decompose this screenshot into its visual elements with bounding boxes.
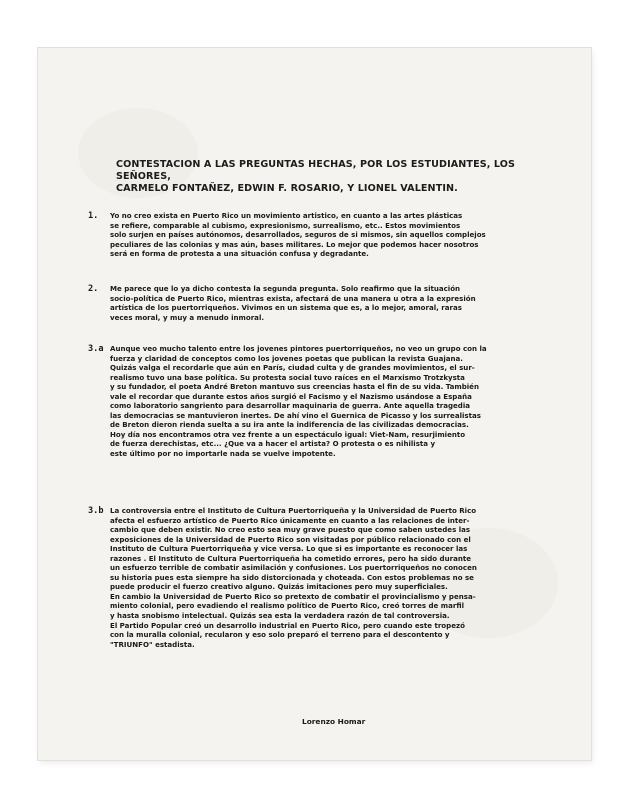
text-line: un esfuerzo terrible de combatir asimilación y confusiones. Los puertorriqueños no conocen bbox=[110, 563, 477, 573]
text-line: Me parece que lo ya dicho contesta la segunda pregunta. Solo reafirmo que la situación bbox=[110, 284, 461, 293]
text-line: como laboratorio sangriento para desarrollar maquinaria de guerra. Ante aquella tragedia bbox=[110, 401, 471, 411]
text-line: exposiciones de la Universidad de Puerto Rico son visitadas por público relacionado con el bbox=[110, 534, 471, 544]
section-body bbox=[110, 211, 556, 259]
document-title bbox=[116, 159, 541, 196]
section-number: 2. bbox=[88, 284, 99, 294]
text-line: Instituto de Cultura Puertorriqueña y vice versa. Lo que si es importante es reconocer las bbox=[110, 544, 468, 554]
text-line: La controversia entre el Instituto de Cultura Puertorriqueña y la Universidad de Puerto Rico bbox=[110, 506, 477, 515]
text-line: peculiares de las colonias y mas aún, bases militares. Lo mejor que podemos hacer nosotros bbox=[110, 239, 479, 249]
section-body bbox=[110, 284, 556, 322]
text-line: En cambio la Universidad de Puerto Rico so pretexto de combatir el provincialismo y pensa- bbox=[110, 591, 476, 601]
text-line: afecta el esfuerzo artístico de Puerto Rico únicamente en cuanto a las relaciones de inter- bbox=[110, 515, 470, 525]
text-line: Quizás valga el recordarle que aún en París, ciudad culta y de grandes movimientos, el sur- bbox=[110, 363, 475, 373]
text-line: realismo tuvo una base política. Su protesta social tuvo raíces en el Marxismo Trotzkysta bbox=[110, 372, 465, 382]
text-line: puede producir el fuerzo creativo alguno. Quizás imitaciones pero muy superficiales. bbox=[110, 582, 448, 592]
section-body bbox=[110, 344, 556, 459]
text-line: su historia pues esta siempre ha sido distorcionada y choteada. Con estos problemas no se bbox=[110, 572, 474, 582]
text-line: y hasta snobismo intelectual. Quizás sea esta la verdadera razón de tal controversia. bbox=[110, 611, 450, 621]
section-number: 3.a bbox=[88, 344, 104, 354]
text-line: Hoy día nos encontramos otra vez frente a un espectáculo igual: Viet-Nam, resurjimiento bbox=[110, 429, 466, 439]
text-line: Aunque veo mucho talento entre los jovenes pintores puertorriqueños, no veo un grupo con la bbox=[110, 344, 487, 353]
section-number: 1. bbox=[88, 211, 99, 221]
text-line: veces moral, y muy a menudo inmoral. bbox=[110, 312, 265, 322]
text-line: y su fundador, el poeta André Breton mantuvo sus creencias hasta el fin de su vida. También bbox=[110, 382, 479, 392]
text-line: El Partido Popular creó un desarrollo industrial en Puerto Rico, pero cuando este tropezó bbox=[110, 620, 465, 630]
text-line: socio-política de Puerto Rico, mientras exista, afectará de una manera u otra a la expresión bbox=[110, 293, 476, 303]
text-line: solo surjen en países autónomos, desarrollados, seguros de si mismos, sin aquellos complejos bbox=[110, 230, 486, 240]
text-line: con la muralla colonial, recularon y eso solo preparó el terreno para el descontento y bbox=[110, 630, 450, 640]
text-line: será en forma de protesta a una situación confusa y degradante. bbox=[110, 249, 369, 259]
signature: Lorenzo Homar bbox=[302, 717, 366, 726]
text-line: de fuerza derechistas, etc... ¿Que va a hacer el artista? O protesta o es nihilista y bbox=[110, 439, 436, 449]
text-line: las democracias se mantuvieron inertes. De ahí vino el Guernica de Picasso y los surrealistas bbox=[110, 410, 481, 420]
section-body bbox=[110, 506, 556, 649]
text-line: cambio que deben existir. No creo esto sea muy grave puesto que como saben ustedes las bbox=[110, 525, 471, 535]
text-line: miento colonial, pero evadiendo el realismo político de Puerto Rico, creó torres de marfil bbox=[110, 601, 465, 611]
text-line: este último por no importarle nada se vuelve impotente. bbox=[110, 449, 336, 459]
text-line: "TRIUNFO" estadista. bbox=[110, 639, 195, 649]
text-line: artística de los puertorriqueños. Vivimos en un sistema que es, a lo mejor, amoral, raras bbox=[110, 303, 462, 313]
section-number: 3.b bbox=[88, 506, 104, 516]
title-line: CARMELO FONTAÑEZ, EDWIN F. ROSARIO, Y LIONEL VALENTIN. bbox=[116, 183, 458, 195]
text-line: razones . El Instituto de Cultura Puertorriqueña ha cometido errores, pero ha sido durante bbox=[110, 553, 471, 563]
text-line: Yo no creo exista en Puerto Rico un movimiento artistico, en cuanto a las artes plásticas bbox=[110, 211, 463, 220]
text-line: de Breton dieron rienda suelta a su ira ante la indiferencia de las civilizadas democracias. bbox=[110, 420, 469, 430]
title-line: CONTESTACION A LAS PREGUNTAS HECHAS, POR LOS ESTUDIANTES, LOS SEÑORES, bbox=[116, 159, 516, 183]
text-line: vale el recordar que durante estos años surgió el Facismo y el Nazismo usándose a España bbox=[110, 391, 472, 401]
text-line: se refiere, comparable al cubismo, expresionismo, surrealismo, etc.. Estos movimientos bbox=[110, 220, 461, 230]
text-line: fuerza y claridad de conceptos como los jovenes poetas que publican la revista Guajana. bbox=[110, 353, 463, 363]
